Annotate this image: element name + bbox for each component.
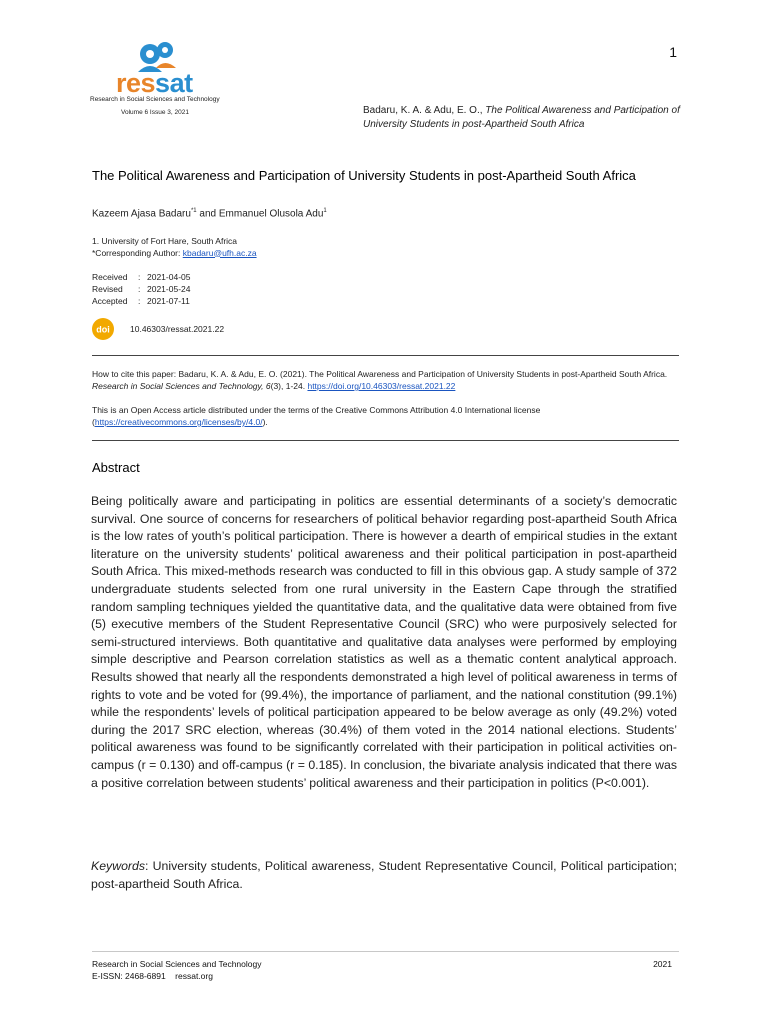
- keywords-label: Keywords: [91, 859, 145, 873]
- logo-tagline: Research in Social Sciences and Technology: [90, 96, 220, 103]
- citation-text: How to cite this paper: Badaru, K. A. & Adu, E. O. (2021). The Political Awareness and Participation of University Students in post-Apartheid South Africa.: [92, 369, 668, 379]
- author-name: Emmanuel Olusola Adu: [218, 208, 324, 220]
- license-text: This is an Open Access article distributed under the terms of the Creative Commons Attribution 4.0 International license (: [92, 405, 541, 427]
- doi-link[interactable]: 10.46303/ressat.2021.22: [130, 324, 225, 334]
- affiliation: [92, 236, 257, 259]
- date-value: 2021-07-11: [147, 296, 190, 306]
- paper-title: The Political Awareness and Participation of University Students in post-Apartheid South Africa: [92, 168, 636, 183]
- volume-issue: Volume 6 Issue 3, 2021: [121, 109, 189, 116]
- author-marker: 1: [323, 208, 327, 214]
- affiliation-line: 1. University of Fort Hare, South Africa: [92, 236, 238, 246]
- page-footer: [92, 958, 672, 982]
- running-head-title: The Political Awareness and Participation of University Students in post-Apartheid South Africa: [363, 105, 680, 130]
- date-separator: :: [138, 296, 141, 306]
- citation-journal: Research in Social Sciences and Technology, 6: [92, 381, 271, 391]
- author-list: [92, 208, 327, 219]
- citation: [92, 368, 682, 392]
- author-name: Kazeem Ajasa Badaru: [92, 208, 191, 220]
- date-label: Received: [92, 272, 128, 282]
- abstract-text: Being politically aware and participating in politics are essential determinants of a society’s democratic survival. One source of concerns for researchers of political behavior regarding post-apartheid South Africa is the low rates of youth’s political participation. There is however a dearth of empirical studies in the extant literature on the university students’ political awareness and their political participation in post-apartheid South Africa. This mixed-methods research was conducted to fill in this obvious gap. A study sample of 372 undergraduate students selected from one rural university in the Eastern Cape through the stratified random sampling techniques yielded the quantitative data, and the qualitative data were obtained from five (5) executive members of the Student Representative Council (SRC) who were purposively selected for semi-structured interviews. Both quantitative and qualitative data analyses were performed by employing simple descriptive and Pearson correlation statistics as well as a thematic content analytical approach. Results showed that nearly all the respondents demonstrated a high level of political awareness in terms of rights to vote and be voted for (99.4%), the importance of parliament, and the national constitution (99.1%) while the respondents’ levels of political participation appeared to be below average as only (49.2%) voted during the 2017 SRC election, whereas (30.4%) of them voted in the 2014 national elections. Students’ political awareness was found to be significantly correlated with their participation in political activities on-campus (r = 0.130) and off-campus (r = 0.185). In conclusion, the bivariate analysis indicated that there was a positive correlation between students’ political awareness and their participation in politics (P<0.001).: [91, 494, 677, 790]
- corresponding-author: [92, 248, 257, 260]
- ressat-logo: [90, 38, 230, 118]
- divider: [92, 440, 679, 441]
- date-row: [92, 295, 190, 307]
- citation-pages: (3), 1-24.: [270, 381, 308, 391]
- running-head-authors: Badaru, K. A. & Adu, E. O.,: [363, 105, 486, 116]
- author-marker: *1: [190, 208, 197, 214]
- citation-doi-link[interactable]: https://doi.org/10.46303/ressat.2021.22: [307, 381, 456, 391]
- abstract-heading: Abstract: [92, 460, 140, 475]
- email-link[interactable]: kbadaru@ufh.ac.za: [182, 247, 257, 258]
- date-row: [92, 271, 190, 283]
- date-separator: :: [138, 272, 141, 282]
- corresponding-label: *Corresponding Author:: [92, 247, 183, 258]
- date-label: Revised: [92, 284, 123, 294]
- date-label: Accepted: [92, 296, 128, 306]
- page-number: 1: [669, 44, 677, 60]
- keywords-text: : University students, Political awareness, Student Representative Council, Political participation; post-apartheid South Africa.: [91, 859, 677, 891]
- date-value: 2021-05-24: [147, 284, 191, 294]
- divider: [92, 355, 679, 356]
- date-row: [92, 283, 190, 295]
- logo-wordmark: ressat: [116, 68, 193, 98]
- author-connector: and: [196, 208, 219, 220]
- footer-journal: Research in Social Sciences and Technology: [92, 959, 262, 969]
- doi-icon: [92, 318, 114, 340]
- open-access-notice: [92, 404, 682, 428]
- license-close: ).: [262, 417, 268, 427]
- footer-divider: [92, 951, 679, 952]
- svg-text:doi: doi: [96, 324, 110, 335]
- footer-issn: E-ISSN: 2468-6891 ressat.org: [92, 971, 213, 981]
- date-value: 2021-04-05: [147, 272, 191, 282]
- license-link[interactable]: https://creativecommons.org/licenses/by/4.0/: [94, 417, 263, 427]
- running-head: [363, 104, 683, 132]
- article-dates: [92, 271, 190, 307]
- keywords: [91, 858, 677, 893]
- date-separator: :: [138, 284, 141, 294]
- footer-year: 2021: [653, 959, 672, 969]
